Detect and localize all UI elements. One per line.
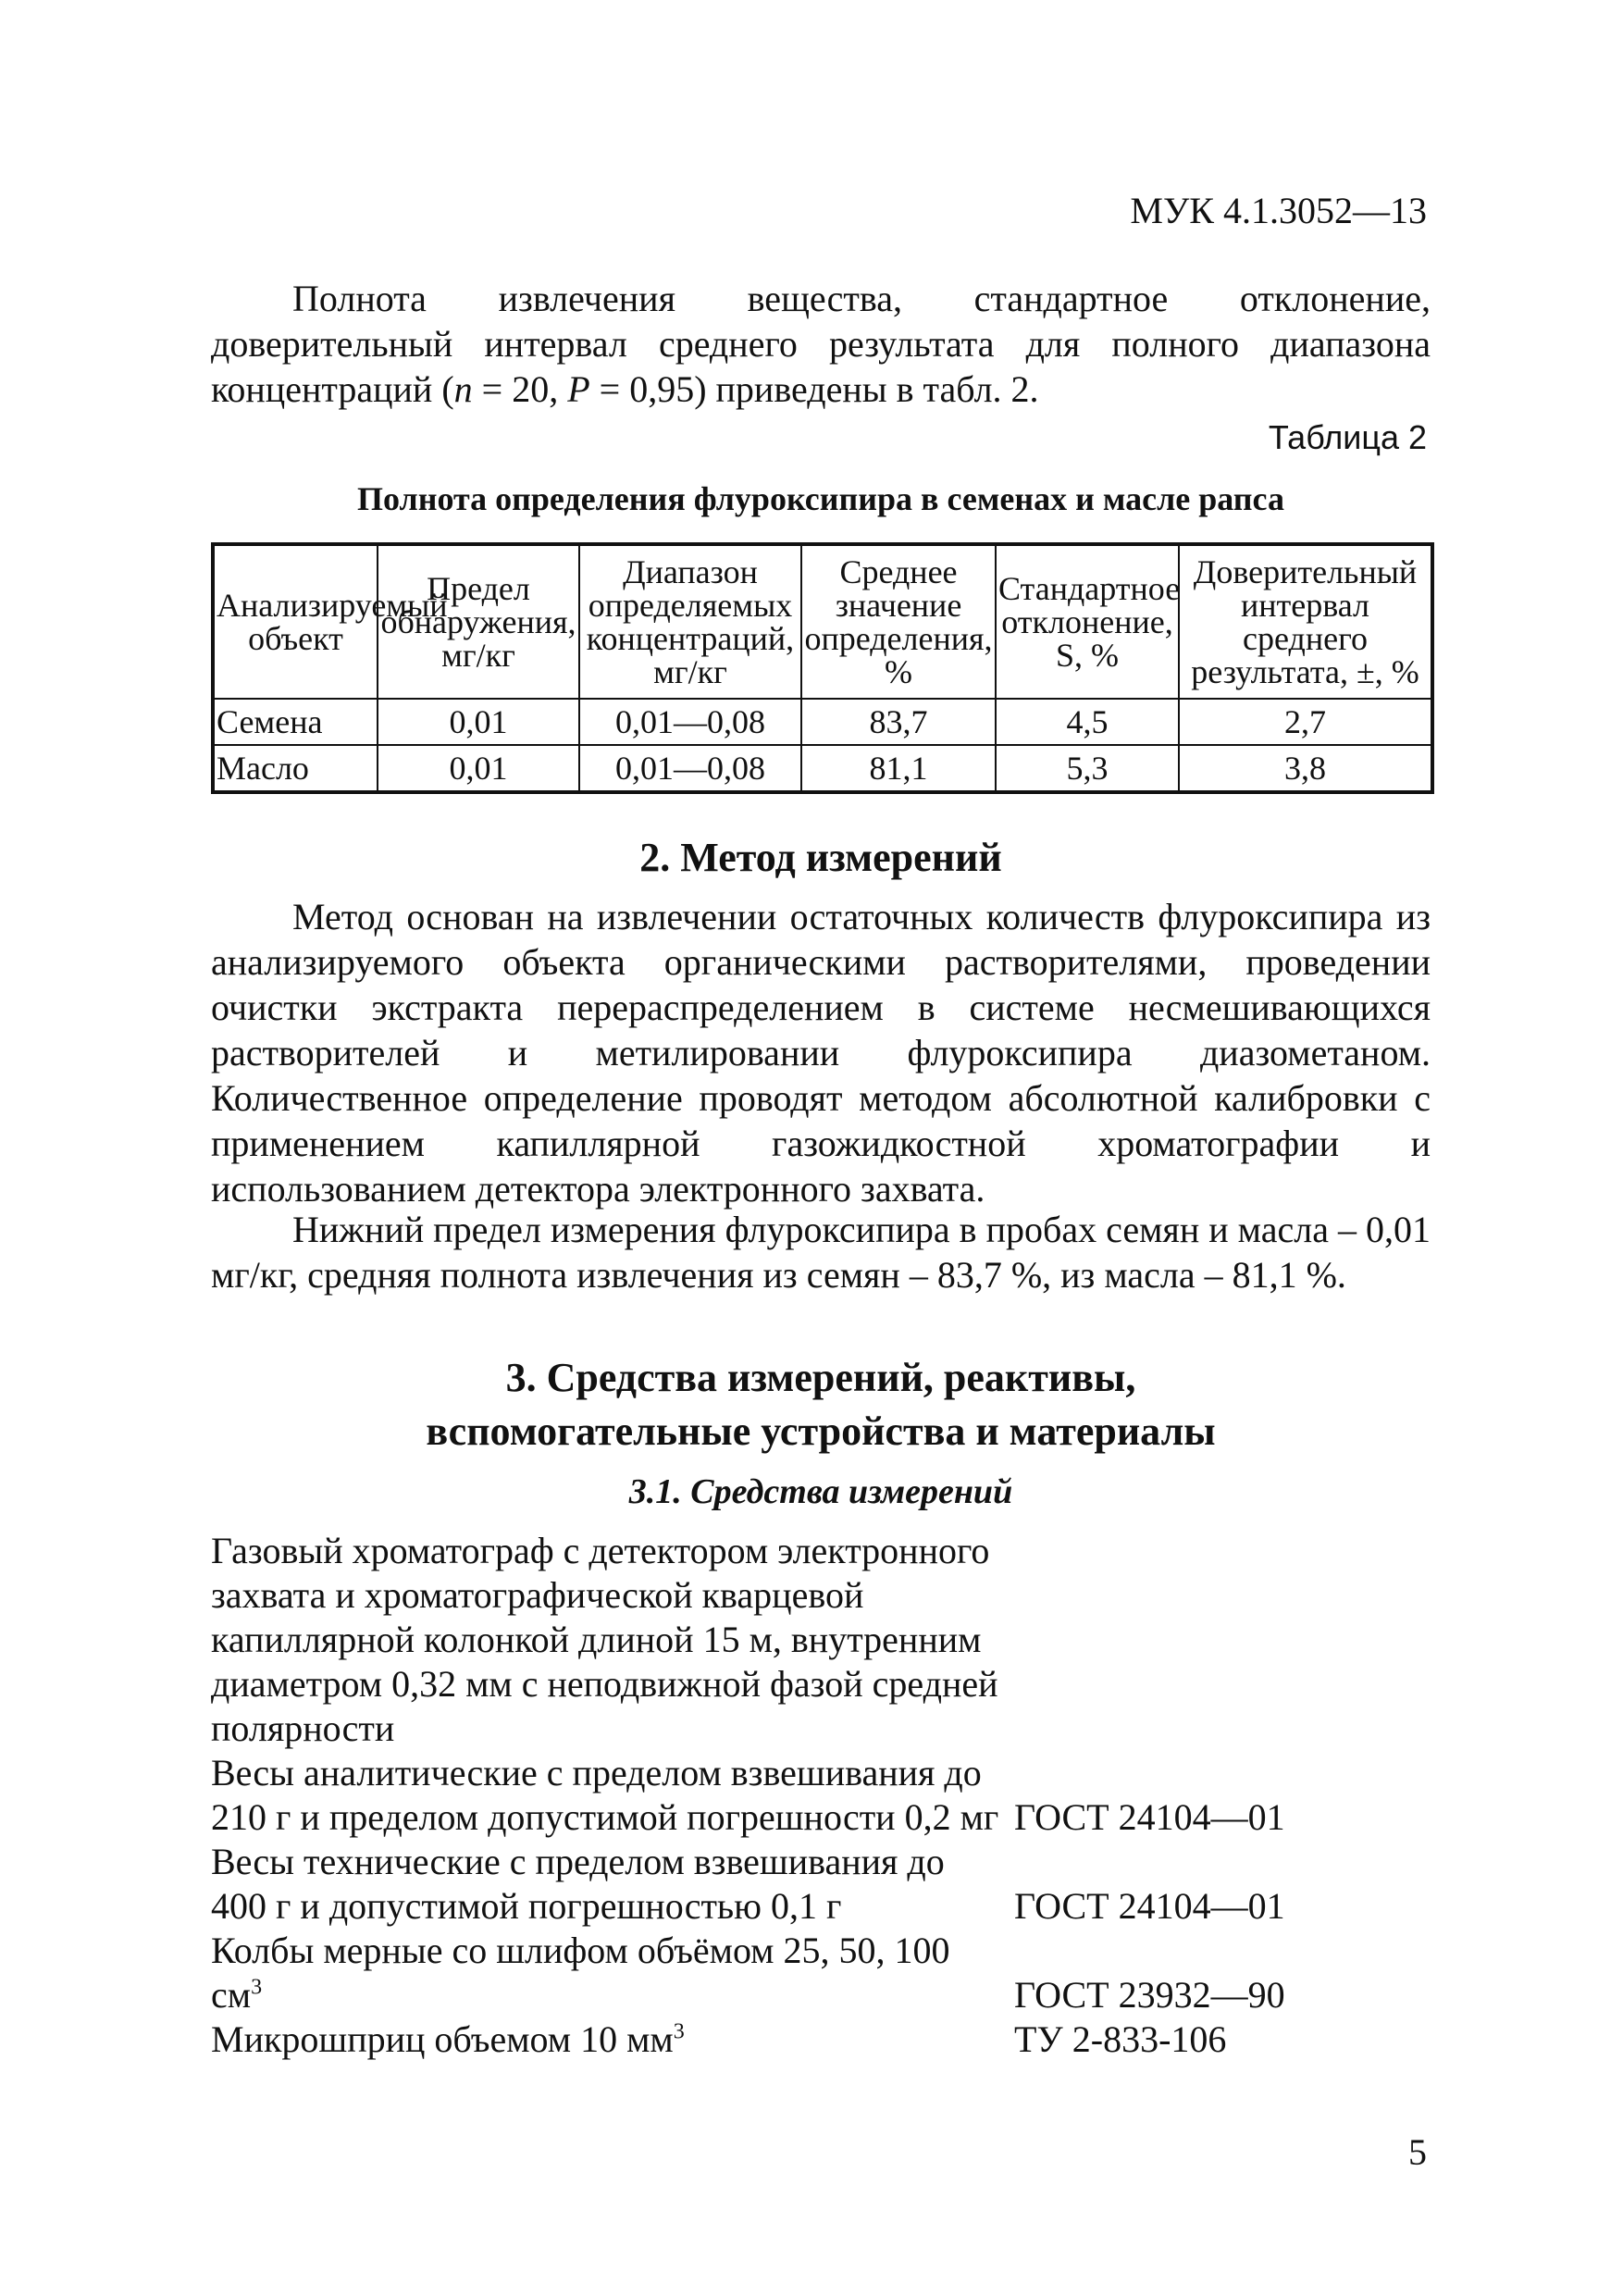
section-3-heading-line-1: 3. Средства измерений, реактивы, bbox=[505, 1355, 1136, 1400]
intro-p-var: P bbox=[567, 368, 590, 410]
intro-paragraph bbox=[211, 276, 1431, 412]
superscript: 3 bbox=[251, 1975, 263, 2000]
equipment-standard: ГОСТ 23932—90 bbox=[1014, 1974, 1285, 2016]
equipment-list bbox=[211, 1529, 1431, 2062]
section-2-paragraph-1: Метод основан на извлечении остаточных количеств флуроксипира из анализируемого объекта органическими растворителями, проведении очистки экстракта перераспределением в системе несмешивающихся растворителей и метилировании флуроксипира диазометаном. Количественное определение проводят методом абсолютной калибровки с применением капиллярной газожидкостной хроматографии и использованием детектора электронного захвата. bbox=[211, 896, 1431, 1210]
section-3-heading-line-2: вспомогательные устройства и материалы bbox=[426, 1409, 1216, 1454]
col-header-sd: Стандартное отклонение, S, % bbox=[996, 544, 1179, 699]
cell-lod: 0,01 bbox=[378, 745, 579, 792]
table-caption: Полнота определения флуроксипира в семенах и масле рапса bbox=[357, 480, 1284, 517]
recovery-table bbox=[211, 542, 1434, 794]
cell-mean: 83,7 bbox=[801, 699, 996, 745]
intro-n-var: n bbox=[453, 368, 473, 410]
cell-mean: 81,1 bbox=[801, 745, 996, 792]
intro-tail: = 0,95) приведены в табл. 2. bbox=[589, 368, 1039, 410]
table-row bbox=[213, 745, 1432, 792]
equipment-description: Колбы мерные со шлифом объёмом 25, 50, 100 $см^3$ bbox=[211, 1930, 950, 2016]
page-number: 5 bbox=[1408, 2131, 1427, 2173]
col-header-object: Анализируемый объект bbox=[213, 544, 378, 699]
list-item bbox=[211, 2017, 1431, 2062]
cell-ci: 2,7 bbox=[1179, 699, 1432, 745]
col-header-ci: Доверительный интервал среднего результата, ±, % bbox=[1179, 544, 1432, 699]
cell-object: Масло bbox=[213, 745, 378, 792]
list-item bbox=[211, 1529, 1431, 1751]
intro-lead: Полнота извлечения вещества, стандартное отклонение, доверительный интервал среднего результата для полного диапазона концентраций ( bbox=[211, 278, 1431, 410]
equipment-description: Микрошприц объемом 10 $мм^3$ bbox=[211, 2018, 685, 2060]
cell-sd: 4,5 bbox=[996, 699, 1179, 745]
cell-range: 0,01—0,08 bbox=[579, 745, 801, 792]
col-header-lod: Предел обнаружения, мг/кг bbox=[378, 544, 579, 699]
equipment-standard: ТУ 2-833-106 bbox=[1014, 2018, 1227, 2060]
equipment-standard: ГОСТ 24104—01 bbox=[1014, 1796, 1285, 1838]
col-header-range: Диапазон определяемых концентраций, мг/кг bbox=[579, 544, 801, 699]
list-item bbox=[211, 1840, 1431, 1929]
col-header-mean: Среднее значение определения, % bbox=[801, 544, 996, 699]
cell-ci: 3,8 bbox=[1179, 745, 1432, 792]
equipment-standard: ГОСТ 24104—01 bbox=[1014, 1885, 1285, 1927]
subsection-3-1-heading: 3.1. Средства измерений bbox=[628, 1472, 1013, 1511]
intro-n-eq: = 20, bbox=[472, 368, 568, 410]
table-row bbox=[213, 699, 1432, 745]
cell-range: 0,01—0,08 bbox=[579, 699, 801, 745]
equipment-description: Весы аналитические с пределом взвешивания до 210 г и пределом допустимой погрешности 0,2 мг bbox=[211, 1752, 999, 1838]
equipment-description: Весы технические с пределом взвешивания до 400 г и допустимой погрешностью 0,1 г bbox=[211, 1841, 945, 1927]
table-header-row bbox=[213, 544, 1432, 699]
section-3-heading bbox=[211, 1351, 1431, 1458]
cell-lod: 0,01 bbox=[378, 699, 579, 745]
section-2-heading: 2. Метод измерений bbox=[639, 835, 1002, 880]
list-item bbox=[211, 1929, 1431, 2017]
list-item bbox=[211, 1751, 1431, 1840]
equipment-description: Газовый хроматограф с детектором электронного захвата и хроматографической кварцевой капиллярной колонкой длиной 15 м, внутренним диаметром 0,32 мм с неподвижной фазой средней полярности bbox=[211, 1530, 998, 1749]
document-code: МУК 4.1.3052—13 bbox=[1130, 190, 1427, 231]
table-label: Таблица 2 bbox=[1268, 418, 1427, 456]
superscript: 3 bbox=[673, 2019, 685, 2044]
section-2-paragraph-2: Нижний предел измерения флуроксипира в пробах семян и масла – 0,01 мг/кг, средняя полнота извлечения из семян – 83,7 %, из масла – 81,1 %. bbox=[211, 1209, 1431, 1296]
cell-object: Семена bbox=[213, 699, 378, 745]
cell-sd: 5,3 bbox=[996, 745, 1179, 792]
